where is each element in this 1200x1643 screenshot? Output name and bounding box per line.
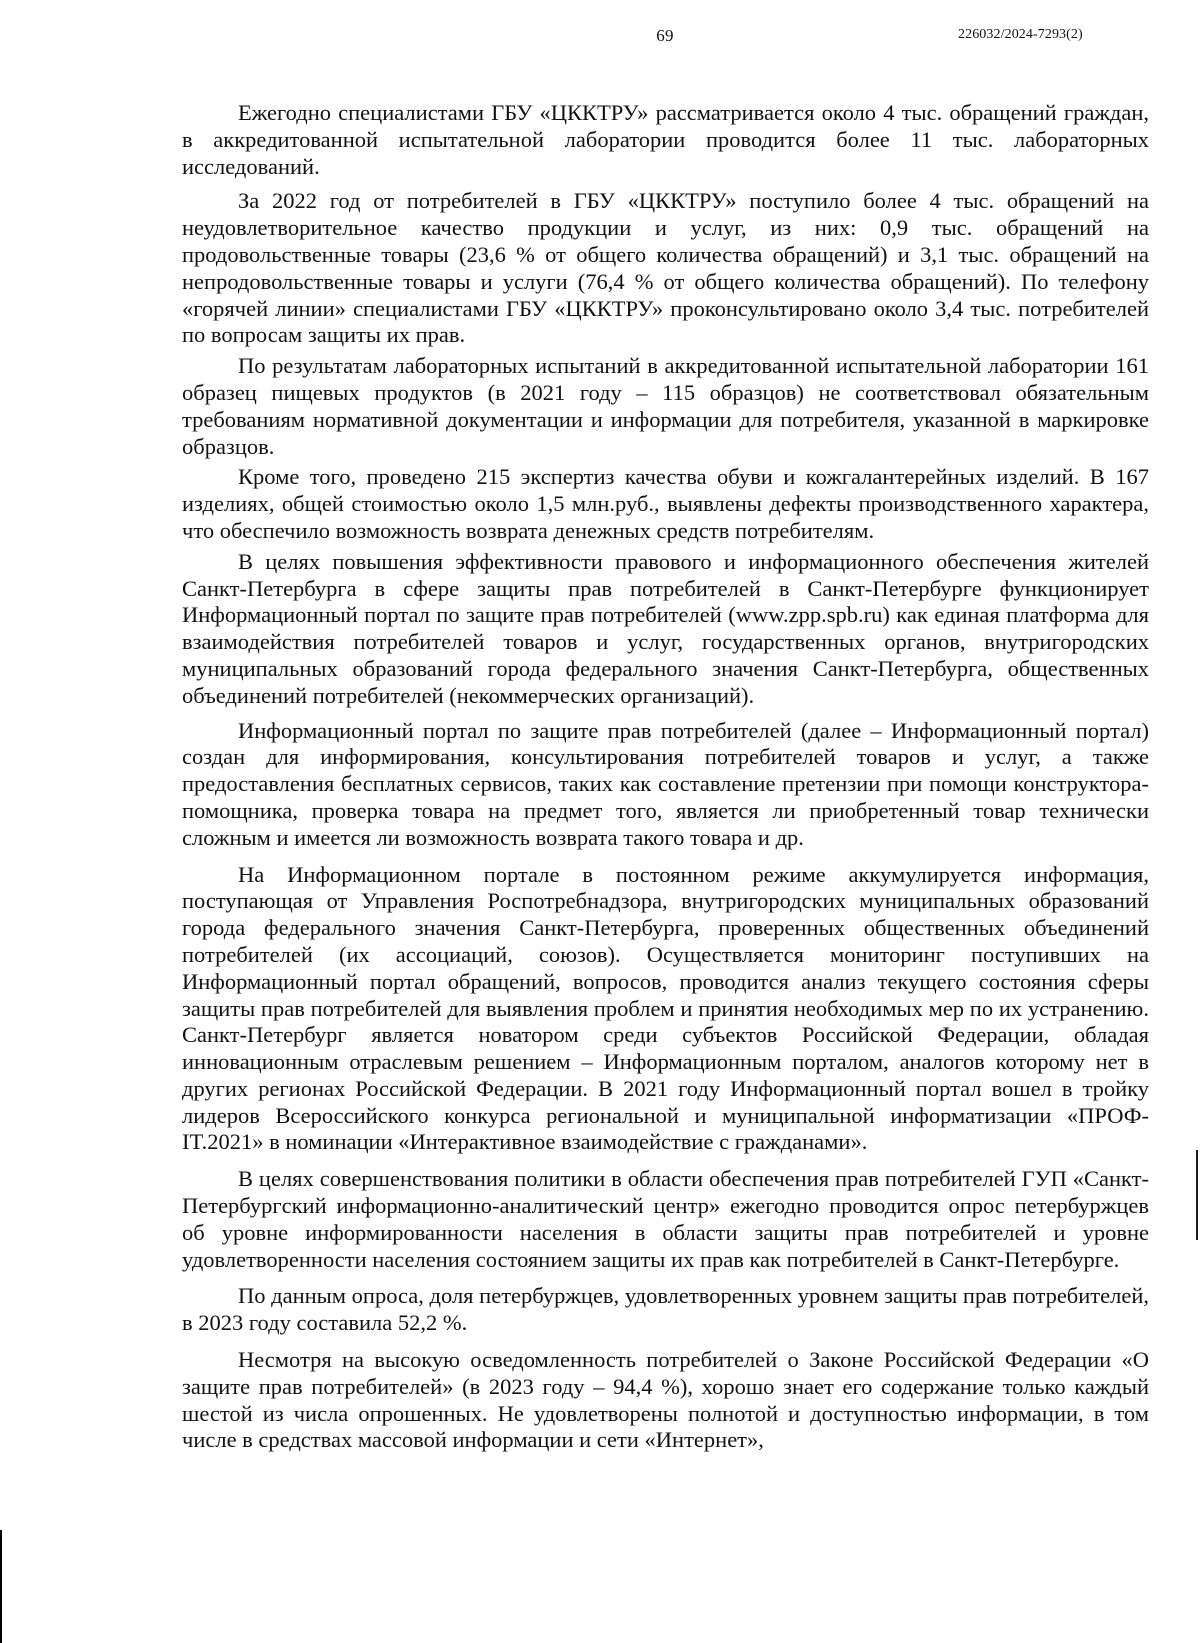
paragraph-info-portal-monitoring: На Информационном портале в постоянном режиме аккумулируется информация, поступающая от Управления Роспотребнадзора, внутригородских муниципальных образований города федерального значения Санкт-Петербурга, проверенных общественных объединений потребителей (их ассоциаций, союзов). Осуществляется мониторинг поступивших на Информационный портал обращений, вопросов, проводится анализ текущего состояния сферы защиты прав потребителей для выявления проблем и принятия необходимых мер по их устранению. Санкт-Петербург является новатором среди субъектов Российской Федерации, обладая инновационным отраслевым решением – Информационным порталом, аналогов которому нет в других регионах Российской Федерации. В 2021 году Информационный портал вошел в тройку лидеров Всероссийского конкурса региональной и муниципальной информатизации «ПРОФ-IT.2021» в номинации «Интерактивное взаимодействие с гражданами». — [182, 861, 1149, 1155]
paragraph-lab-results: По результатам лабораторных испытаний в аккредитованной испытательной лаборатории 161 образец пищевых продуктов (в 2021 году – 115 образцов) не соответствовал обязательным требованиям нормативной документации и информации для потребителя, указанной в маркировке образцов. — [182, 353, 1149, 459]
paragraph-expertise: Кроме того, проведено 215 экспертиз качества обуви и кожгалантерейных изделий. В 167 изделиях, общей стоимостью около 1,5 млн.руб., выявлены дефекты производственного характера, что обеспечило возможность возврата денежных средств потребителям. — [182, 464, 1149, 543]
paragraph-appeals-2022: За 2022 год от потребителей в ГБУ «ЦККТРУ» поступило более 4 тыс. обращений на неудовлетворительное качество продукции и услуг, из них: 0,9 тыс. обращений на продовольственные товары (23,6 % от общего количества обращений) и 3,1 тыс. обращений на непродовольственные товары и услуги (76,4 % от общего количества обращений). По телефону «горячей линии» специалистами ГБУ «ЦККТРУ» проконсультировано около 3,4 тыс. потребителей по вопросам защиты их прав. — [182, 188, 1149, 348]
paragraph-law-awareness: Несмотря на высокую осведомленность потребителей о Законе Российской Федерации «О защите прав потребителей» (в 2023 году – 94,4 %), хорошо знает его содержание только каждый шестой из числа опрошенных. Не удовлетворены полнотой и доступностью информации, в том числе в средствах массовой информации и сети «Интернет», — [182, 1347, 1149, 1453]
scan-edge-mark — [0, 1530, 2, 1643]
paragraph-info-portal-purpose: В целях повышения эффективности правового и информационного обеспечения жителей Санкт-Петербурга в сфере защиты прав потребителей в Санкт-Петербурге функционирует Информационный портал по защите прав потребителей (www.zpp.spb.ru) как единая платформа для взаимодействия потребителей товаров и услуг, государственных органов, внутригородских муниципальных образований города федерального значения Санкт-Петербурга, общественных объединений потребителей (некоммерческих организаций). — [182, 548, 1149, 708]
document-id: 226032/2024-7293(2) — [958, 27, 1083, 42]
paragraph-info-portal-services: Информационный портал по защите прав потребителей (далее – Информационный портал) создан для информирования, консультирования потребителей товаров и услуг, а также предоставления бесплатных сервисов, таких как составление претензии при помощи конструктора-помощника, проверка товара на предмет того, является ли приобретенный товар технически сложным и имеется ли возможность возврата такого товара и др. — [182, 717, 1149, 850]
scan-edge-mark — [1196, 1150, 1198, 1240]
paragraph-appeals-annual: Ежегодно специалистами ГБУ «ЦККТРУ» рассматривается около 4 тыс. обращений граждан, в аккредитованной испытательной лаборатории проводится более 11 тыс. лабораторных исследований. — [182, 100, 1149, 179]
paragraph-survey-result: По данным опроса, доля петербуржцев, удовлетворенных уровнем защиты прав потребителей, в 2023 году составила 52,2 %. — [182, 1283, 1149, 1336]
document-body — [182, 100, 1149, 1458]
page-number: 69 — [656, 26, 674, 45]
paragraph-survey: В целях совершенствования политики в области обеспечения прав потребителей ГУП «Санкт-Петербургский информационно-аналитический центр» ежегодно проводится опрос петербуржцев об уровне информированности населения в области защиты прав потребителей и уровне удовлетворенности населения состоянием защиты их прав как потребителей в Санкт-Петербурге. — [182, 1166, 1149, 1272]
